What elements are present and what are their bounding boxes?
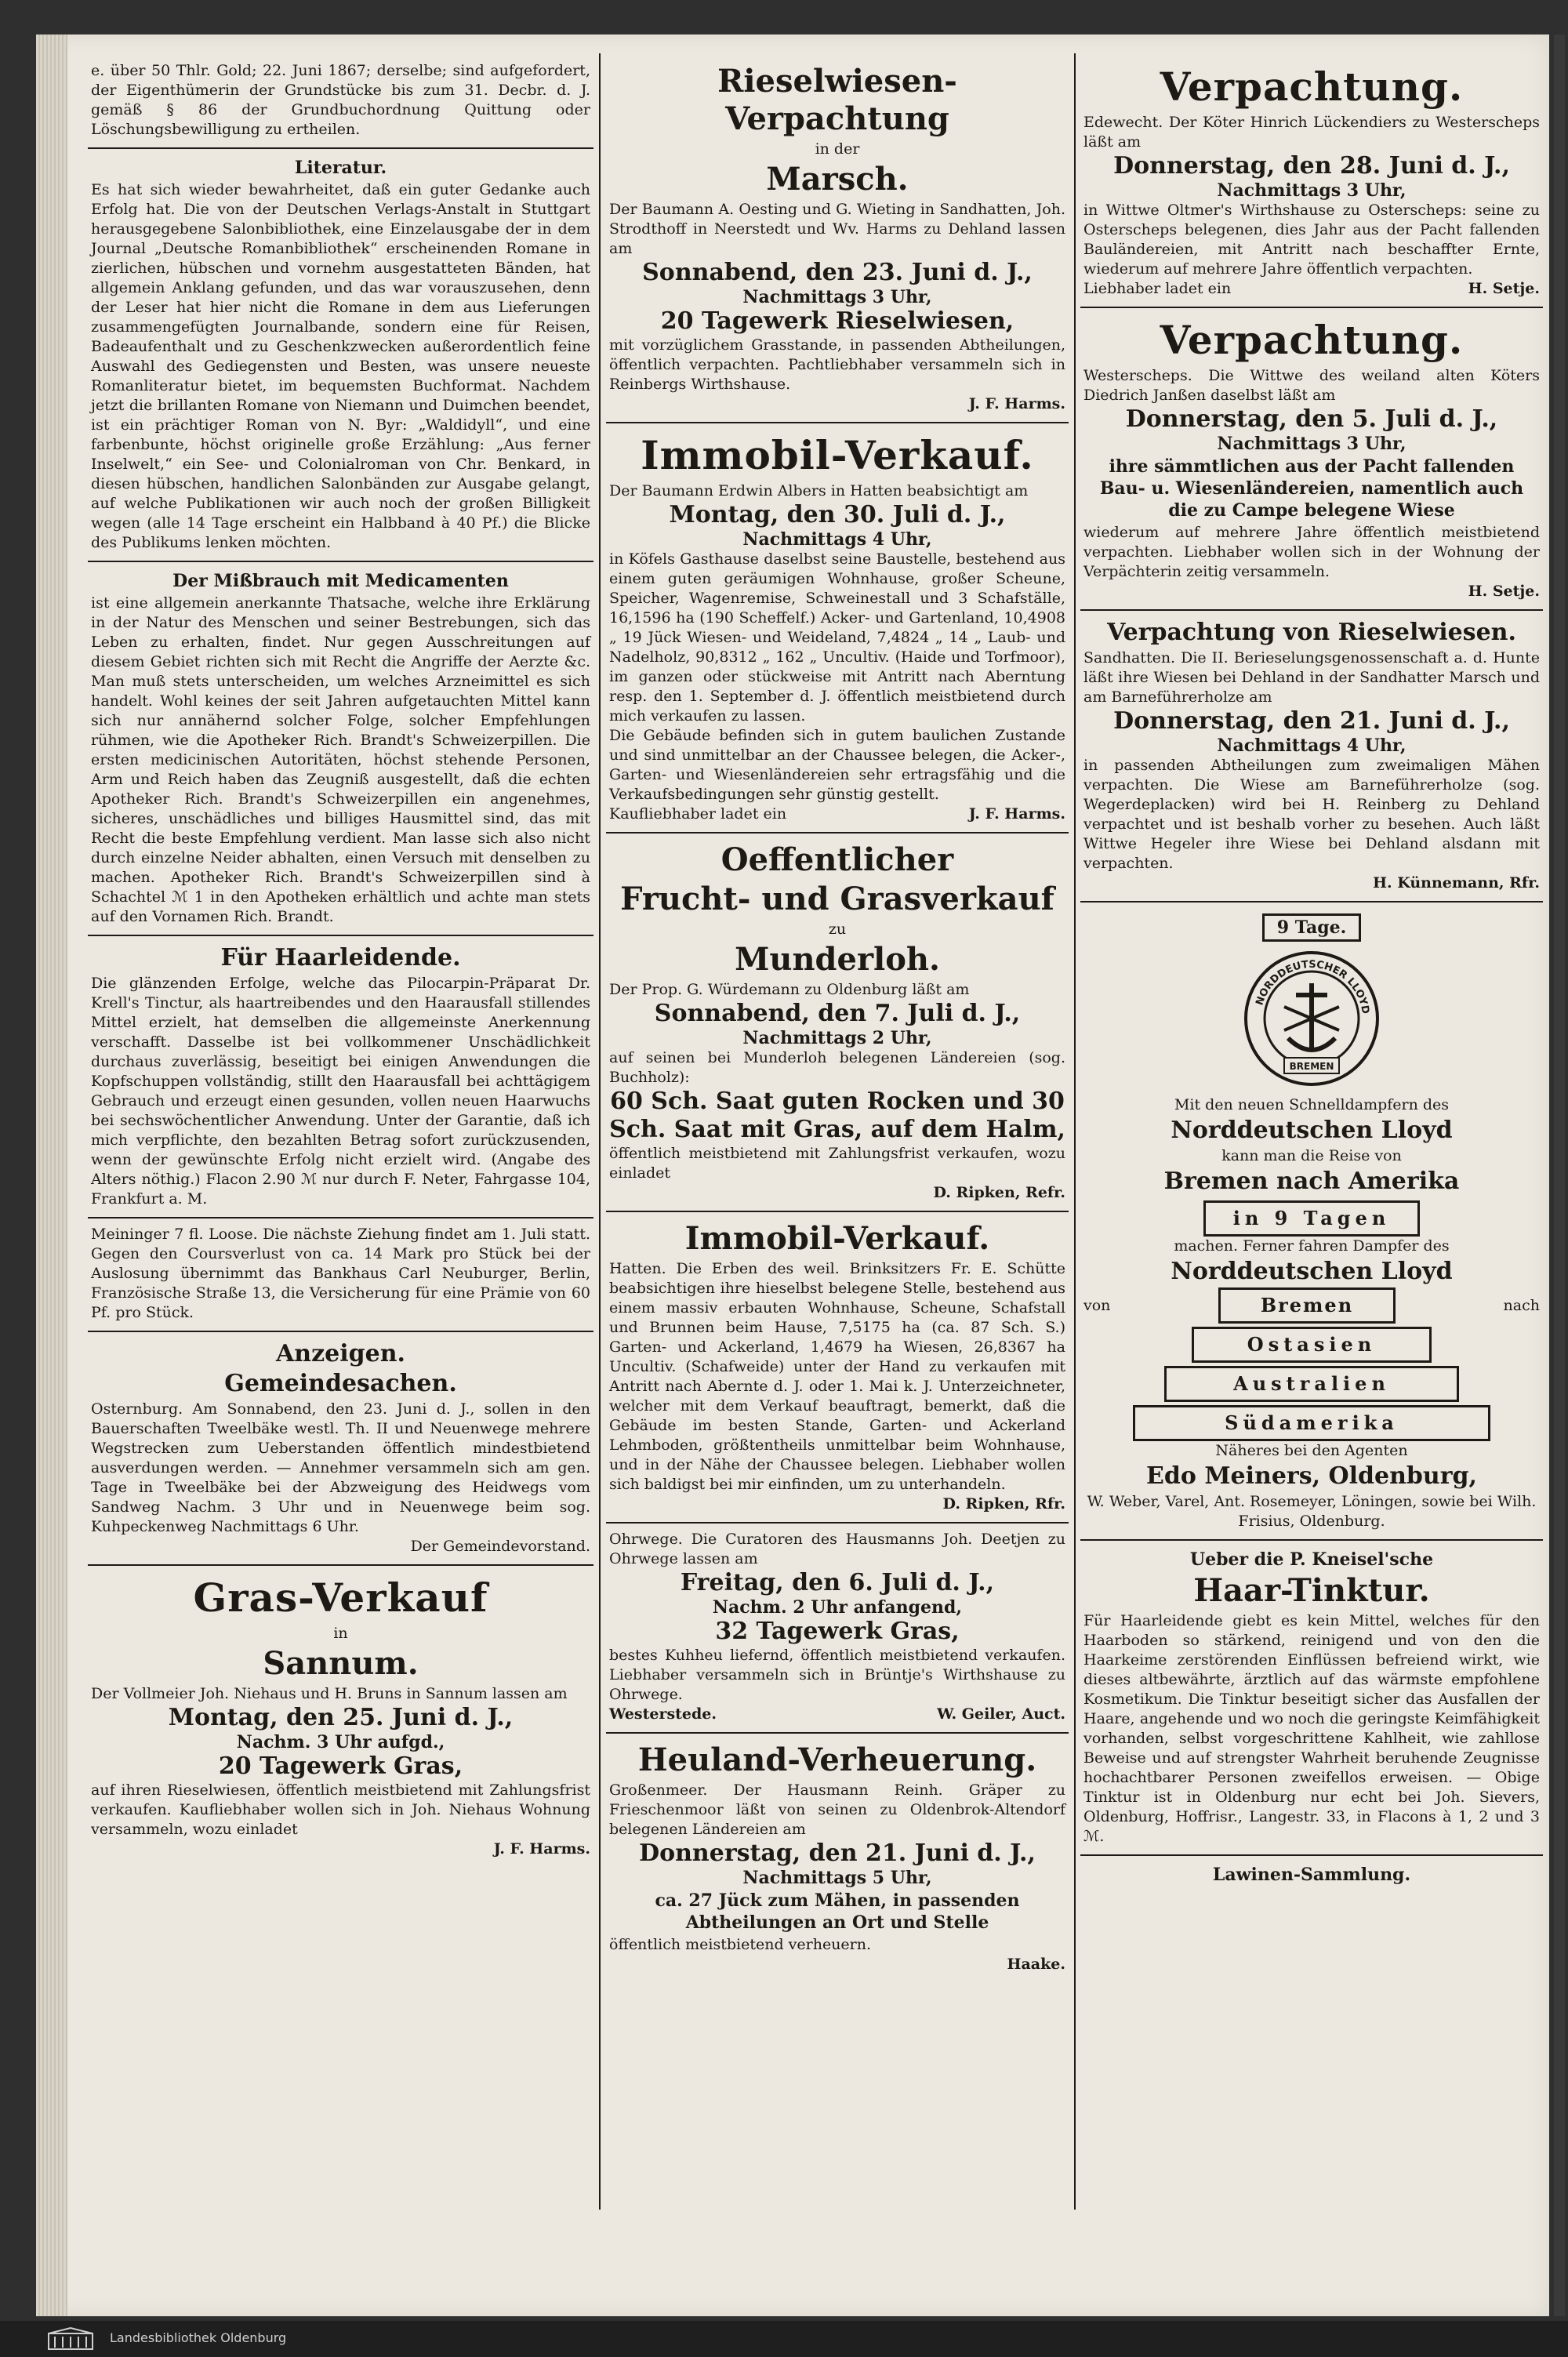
lloyd-body: Mit den neuen Schnelldampfern des bbox=[1174, 1096, 1450, 1113]
intro-text: e. über 50 Thlr. Gold; 22. Juni 1867; derselbe; sind aufgefordert, der Eigenthümerin der Grundstücke bis zum 31. Decbr. d. J. gemäß § 86 der Grundbuchordnung Quittung oder Löschungsbewilligung zu ertheilen. bbox=[91, 62, 590, 138]
lloyd-body4: Näheres bei den Agenten bbox=[1215, 1442, 1408, 1459]
lease-ad-2 bbox=[1080, 308, 1543, 611]
lease-quantity-2: ihre sämmtlichen aus der Pacht fallenden Bau- u. Wiesenländereien, namentlich auch die zu Campe belegene Wiese bbox=[1099, 456, 1524, 521]
kneisel-ad bbox=[1080, 1541, 1543, 1856]
lease-time-2: Nachmittags 3 Uhr, bbox=[1217, 434, 1406, 454]
notice-intro bbox=[88, 55, 593, 149]
lease-title-3: Verpachtung von Rieselwiesen. bbox=[1107, 619, 1516, 646]
lloyd-emblem-icon bbox=[1241, 948, 1382, 1089]
ohrwege-time: Nachm. 2 Uhr anfangend, bbox=[712, 1597, 963, 1618]
fruit-sale-body3: öffentlich meistbietend mit Zahlungsfrist verkaufen, wozu einladet bbox=[609, 1145, 1065, 1182]
column-3 bbox=[1080, 55, 1543, 1895]
lease-ad-3 bbox=[1080, 611, 1543, 902]
lease-body-1: Edewecht. Der Köter Hinrich Lückendiers zu Westerscheps läßt am bbox=[1083, 114, 1540, 151]
heuland-quantity: ca. 27 Jück zum Mähen, in passenden Abtheilungen an Ort und Stelle bbox=[655, 1890, 1020, 1933]
column-2 bbox=[606, 55, 1069, 1982]
immobil-date-1: Montag, den 30. Juli d. J., bbox=[669, 501, 1006, 528]
ohrwege-ad bbox=[606, 1524, 1069, 1734]
hair-title: Für Haarleidende. bbox=[220, 944, 461, 971]
rieselwiesen-body: Der Baumann A. Oesting und G. Wieting in Sandhatten, Joh. Strodthoff in Neerstedt und Wv. Harms zu Dehland lassen am bbox=[609, 201, 1065, 257]
column-divider bbox=[1074, 53, 1076, 2210]
lloyd-body3: machen. Ferner fahren Dampfer des bbox=[1174, 1237, 1450, 1255]
literature-article bbox=[88, 149, 593, 562]
lloyd-box-australien: Australien bbox=[1164, 1366, 1459, 1402]
lottery-ad bbox=[88, 1218, 593, 1332]
heuland-date: Donnerstag, den 21. Juni d. J., bbox=[639, 1839, 1036, 1867]
medicament-body: ist eine allgemein anerkannte Thatsache, welche ihre Erklärung in der Natur des Menschen und seiner Bestrebungen, sich das Leben zu erhalten, findet. Nur gegen Ausschreitungen auf diesem Gebiet richten sich mit Recht die Angriffe der Aerzte &c. Man muß stets unterscheiden, um welches Arzneimittel es sich handelt. Wohl keines der seit Jahren aufgetauchten Mittel kann sich nur annähernd solcher Folge, solcher Empfehlungen rühmen, wie die Apotheker Rich. Brandt's Schweizerpillen. Die ersten medicinischen Autoritäten, höchst stehende Personen, Arm und Reich haben das Zeugniß ausgestellt, daß die echten Apotheker Rich. Brandt's Schweizerpillen ein angenehmes, sicheres, unschädliches und billiges Hausmittel sind, das mit Recht die beste Empfehlung verdient. Man lasse sich also nicht durch einzelne Neider abhalten, einen Versuch mit denselben zu machen. Apotheker Rich. Brandt's Schweizerpillen sind à Schachtel ℳ 1 in den Apotheken erhältlich und achte man stets auf den Vornamen Rich. Brandt. bbox=[91, 594, 590, 925]
immobil-body-2: Hatten. Die Erben des weil. Brinksitzers Fr. E. Schütte beabsichtigen ihre hieselbst belegene Stelle, bestehend aus einem massiv erbauten Wohnhause, Scheune, Schafstall und Brunnen beim Hause, 7,5175 ha (ca. 87 Sch. S.) Garten- und Ackerland, 1,4679 ha Wiesen, 26,8367 ha Uncultiv. (Schafweide) unter der Hand zu verkaufen mit Antritt nach Abernte d. J. oder 1. Mai k. J. Unterzeichneter, welcher mit dem Verkauf beauftragt, bemerkt, daß die Gebäude im besten Stande, Garten- und Ackerland Lehmboden, größtentheils unmittelbar beim Wohnhause, und in der Nähe der Chaussee belegen. Liebhaber wollen sich baldigst bei mir einfinden, um zu unterhandeln. bbox=[609, 1260, 1065, 1493]
gras-place: Sannum. bbox=[263, 1645, 419, 1682]
rieselwiesen-ad bbox=[606, 55, 1069, 423]
footer-bar bbox=[0, 2321, 1568, 2357]
lloyd-route: Bremen nach Amerika bbox=[1163, 1168, 1460, 1195]
rieselwiesen-signature: J. F. Harms. bbox=[968, 395, 1065, 412]
fruit-sale-title-1: Oeffentlicher bbox=[720, 841, 954, 878]
immobil-signature-1 bbox=[609, 804, 1065, 824]
heuland-signature: Haake. bbox=[1007, 1956, 1065, 1973]
announcements-section bbox=[88, 1332, 593, 1566]
lloyd-box-suedamerika: Südamerika bbox=[1133, 1405, 1490, 1441]
lottery-body: Meininger 7 fl. Loose. Die nächste Ziehung findet am 1. Juli statt. Gegen den Coursverlust von ca. 14 Mark pro Stück bei der Auslosung übernimmt das Bankhaus Carl Neuburger, Berlin, Französische Straße 13, die Versicherung für eine Prämie von 60 Pf. pro Stück. bbox=[91, 1226, 590, 1321]
lawinen-ad bbox=[1080, 1856, 1543, 1895]
fruit-sale-ad bbox=[606, 833, 1069, 1212]
ohrwege-signature-place: Westerstede. bbox=[609, 1705, 717, 1723]
page-binding bbox=[36, 35, 67, 2316]
lease-signature-3: H. Künnemann, Rfr. bbox=[1373, 874, 1540, 892]
lloyd-box-bremen: Bremen bbox=[1218, 1287, 1396, 1324]
lloyd-route-row bbox=[1083, 1287, 1540, 1324]
gras-date: Montag, den 25. Juni d. J., bbox=[168, 1704, 514, 1731]
lloyd-nach: nach bbox=[1503, 1297, 1540, 1314]
lease-signature-1 bbox=[1083, 279, 1540, 299]
column-1 bbox=[88, 55, 593, 1867]
immobil-title-1: Immobil-Verkauf. bbox=[641, 432, 1034, 478]
ohrwege-body2: bestes Kuhheu liefernd, öffentlich meistbietend verkaufen. Liebhaber versammeln sich in Brüntje's Wirthshause zu Ohrwege. bbox=[609, 1647, 1065, 1703]
rieselwiesen-quantity: 20 Tagewerk Rieselwiesen, bbox=[660, 307, 1014, 335]
lease-date-3: Donnerstag, den 21. Juni d. J., bbox=[1113, 707, 1510, 735]
lloyd-ad bbox=[1080, 902, 1543, 1541]
lloyd-box-9-days: in 9 Tagen bbox=[1203, 1200, 1420, 1237]
ohrwege-date: Freitag, den 6. Juli d. J., bbox=[680, 1569, 995, 1596]
lease-title-1: Verpachtung. bbox=[1160, 64, 1464, 110]
kneisel-title-1: Ueber die P. Kneisel'sche bbox=[1189, 1549, 1434, 1570]
lease-signature-name-1: H. Setje. bbox=[1468, 280, 1540, 297]
lease-body-3: Sandhatten. Die II. Berieselungsgenossenschaft a. d. Hunte läßt ihre Wiesen bei Dehland in der Sandhatter Marsch und am Barneführerholze am bbox=[1083, 649, 1540, 706]
lloyd-agents2: W. Weber, Varel, Ant. Rosemeyer, Löningen, sowie bei Wilh. Frisius, Oldenburg. bbox=[1087, 1493, 1537, 1530]
scan-edge bbox=[1554, 35, 1565, 2316]
ohrwege-signature-name: W. Geiler, Auct. bbox=[937, 1705, 1065, 1723]
hair-ad bbox=[88, 936, 593, 1218]
fruit-sale-body: Der Prop. G. Würdemann zu Oldenburg läßt am bbox=[609, 981, 970, 998]
immobil-ad-2 bbox=[606, 1212, 1069, 1524]
ohrwege-body: Ohrwege. Die Curatoren des Hausmanns Joh. Deetjen zu Ohrwege lassen am bbox=[609, 1531, 1065, 1567]
fruit-sale-date: Sonnabend, den 7. Juli d. J., bbox=[654, 1000, 1021, 1027]
lease-body2-1: in Wittwe Oltmer's Wirthshause zu Osterscheps: seine zu Osterscheps belegenen, dies Jahr aus der Pacht fallenden Bauländereien, mit Antritt nach beschaffter Ernte, wiederum auf mehrere Jahre öffentlich verpachten. bbox=[1083, 202, 1540, 278]
immobil-time-1: Nachmittags 4 Uhr, bbox=[742, 529, 932, 550]
gras-time: Nachm. 3 Uhr aufgd., bbox=[236, 1732, 445, 1752]
hair-body: Die glänzenden Erfolge, welche das Pilocarpin-Präparat Dr. Krell's Tinctur, als haartreibendes und den Haarausfall stillendes Mittel erzielt, hat demselben die allgemeinste Anerkennung verschafft. Dasselbe ist bei vollkommener Unschädlichkeit durchaus zuverlässig, beseitigt bei einigen Anwendungen die Kopfschuppen vollständig, stillt den Haarausfall bei achttägigem Gebrauch und erzeugt einen gesunden, vollen neuen Haarwuchs bei sechswöchentlicher Anwendung. Unter der Garantie, daß ich mich verpflichte, den bezahlten Betrag sofort zurückzusenden, wenn der gewünschte Erfolg nicht erzielt wird. (Angabe des Alters nöthig.) Flacon 2.90 ℳ nur durch F. Neter, Fahrgasse 104, Frankfurt a. M. bbox=[91, 975, 590, 1208]
lease-date-1: Donnerstag, den 28. Juni d. J., bbox=[1113, 152, 1510, 180]
fruit-sale-place: Munderloh. bbox=[735, 941, 940, 978]
immobil-signature-name: J. F. Harms. bbox=[968, 805, 1065, 823]
fruit-sale-title-2: Frucht- und Grasverkauf bbox=[620, 881, 1054, 917]
lloyd-name: Norddeutschen Lloyd bbox=[1171, 1117, 1453, 1144]
lloyd-body2: kann man die Reise von bbox=[1221, 1147, 1402, 1164]
heuland-body2: öffentlich meistbietend verheuern. bbox=[609, 1936, 872, 1953]
rieselwiesen-date: Sonnabend, den 23. Juni d. J., bbox=[642, 259, 1033, 286]
community-signature: Der Gemeindevorstand. bbox=[410, 1538, 590, 1555]
heuland-ad bbox=[606, 1734, 1069, 1982]
fruit-sale-time: Nachmittags 2 Uhr, bbox=[742, 1028, 932, 1048]
literature-body: Es hat sich wieder bewahrheitet, daß ein guter Gedanke auch Erfolg hat. Die von der Deutschen Verlags-Anstalt in Stuttgart herausgegebene Salonbibliothek, eine Einzelausgabe der in dem Journal „Deutsche Romanbibliothek“ erscheinenden Romane in zierlichen, hübschen und vornehm ausgestatteten Bänden, hat allgemein Anklang gefunden, und das war vorauszusehen, denn der Leser hat hier nicht die Romane in dem aus Lieferungen zusammengefügten Journalbande, sondern eine für Reisen, Badeaufenthalt und zu Geschenkzwecken außerordentlich feine Auswahl des Gediegensten und Besten, was unsere neueste Romanliteratur bietet, im bequemsten Buchformat. Nachdem jetzt die brillanten Romane von Niemann und Duimchen beendet, ist ein prächtiger Roman von N. Byr: „Waldidyll“, und eine farbenbunte, höchst originelle große Erzählung: „Aus ferner Inselwelt,“ ein See- und Colonialroman von Chr. Benkard, in diesen hübschen, handlichen Salonbänden zur Ausgabe gelangt, auf welche Publikationen wir auch noch der großen Billigkeit wegen (alle 14 Tage erscheint ein Halbband à 40 Pf.) die Blicke des Publikums lenken möchten. bbox=[91, 181, 590, 551]
fruit-sale-signature: D. Ripken, Refr. bbox=[933, 1184, 1065, 1201]
lawinen-title: Lawinen-Sammlung. bbox=[1212, 1865, 1411, 1885]
immobil-body-1: Der Baumann Erdwin Albers in Hatten beabsichtigt am bbox=[609, 482, 1029, 499]
lloyd-name2: Norddeutschen Lloyd bbox=[1171, 1258, 1453, 1285]
literature-title: Literatur. bbox=[294, 158, 387, 178]
rieselwiesen-time: Nachmittags 3 Uhr, bbox=[742, 287, 932, 307]
lloyd-days-box: 9 Tage. bbox=[1262, 913, 1361, 942]
immobil-details-1: in Köfels Gasthause daselbst seine Baustelle, bestehend aus einem guten geräumigen Wohnhause, großer Scheune, Speicher, Wagenremise, Schweinestall und 3 Schafställe, 16,1596 ha (190 Scheffelf.) Acker- und Gartenland, 10,4908 „ 19 Jück Wiesen- und Weideland, 7,4824 „ 14 „ Laub- und Nadelholz, 90,8312 „ 162 „ Uncultiv. (Haide und Torfmoor), im ganzen oder stückweise mit Antritt nach Aberntung resp. den 1. September d. J. öffentlich meistbietend durch mich verkaufen zu lassen. bbox=[609, 550, 1065, 725]
gras-body2: auf ihren Rieselwiesen, öffentlich meistbietend mit Zahlungsfrist verkaufen. Kaufliebhaber wollen sich in Joh. Niehaus Wohnung versammeln, wozu einladet bbox=[91, 1781, 590, 1838]
gras-body: Der Vollmeier Joh. Niehaus und H. Bruns in Sannum lassen am bbox=[91, 1685, 568, 1702]
gras-quantity: 20 Tagewerk Gras, bbox=[218, 1752, 463, 1780]
library-logo-icon bbox=[47, 2327, 94, 2351]
lloyd-von: von bbox=[1083, 1297, 1111, 1314]
lease-time-3: Nachmittags 4 Uhr, bbox=[1217, 735, 1406, 756]
lease-signature-label-1: Liebhaber ladet ein bbox=[1083, 280, 1232, 297]
heuland-time: Nachmittags 5 Uhr, bbox=[742, 1868, 932, 1888]
lease-ad-1 bbox=[1080, 55, 1543, 308]
rieselwiesen-title: Rieselwiesen-Verpachtung bbox=[717, 63, 957, 137]
gras-in: in bbox=[333, 1625, 348, 1642]
column-divider bbox=[599, 53, 601, 2210]
immobil-signature-2: D. Ripken, Rfr. bbox=[942, 1495, 1065, 1513]
community-title: Gemeindesachen. bbox=[224, 1370, 457, 1397]
kneisel-body: Für Haarleidende giebt es kein Mittel, welches für den Haarboden so stärkend, reinigend und von den die Haarkeime zerstörenden Einflüssen befreiend wirkt, wie dieses altbewährte, ärztlich auf das wärmste empfohlene Kosmetikum. Die Tinktur beseitigt sicher das Ausfallen der Haare, angehende und wo noch die geringste Keimfähigkeit vorhanden, selbst vorgeschrittene Kahlheit, wie zahllose Beweise und auf strengster Wahrheit beruhende Zeugnisse hochachtbarer Personen zweifellos erweisen. — Obige Tinktur ist in Oldenburg nur echt bei Joh. Sievers, Oldenburg, Hoffrisr., Langestr. 33, in Flacons à 1, 2 und 3 ℳ. bbox=[1083, 1612, 1540, 1845]
immobil-signature-label: Kaufliebhaber ladet ein bbox=[609, 805, 787, 823]
lease-body2-2: wiederum auf mehrere Jahre öffentlich meistbietend verpachten. Liebhaber wollen sich in der Wohnung der Verpächterin zeitig versammeln. bbox=[1083, 524, 1540, 580]
lloyd-agent: Edo Meiners, Oldenburg, bbox=[1146, 1462, 1477, 1490]
lease-body2-3: in passenden Abtheilungen zum zweimaligen Mähen verpachten. Die Wiese am Barneführerholze (sog. Wegerdeplacken) wird bei H. Reinberg zu Dehland verpachtet und ist beshalb vorher zu besehen. Auch läßt Wittwe Hegeler ihre Wiese bei Dehland alsdann mit verpachten. bbox=[1083, 757, 1540, 872]
kneisel-title-2: Haar-Tinktur. bbox=[1193, 1572, 1430, 1609]
lease-time-1: Nachmittags 3 Uhr, bbox=[1217, 180, 1406, 201]
library-name: Landesbibliothek Oldenburg bbox=[110, 2330, 287, 2345]
ohrwege-signature bbox=[609, 1705, 1065, 1724]
lloyd-emblem-ring-text: NORDDEUTSCHER LLOYD bbox=[1254, 958, 1371, 1015]
immobil-conditions-1: Die Gebäude befinden sich in gutem baulichen Zustande und sind unmittelbar an der Chaussee belegen, die Acker-, Garten- und Wiesenländereien sehr ertragsfähig und die Verkaufsbedingungen sehr günstig gestellt. bbox=[609, 727, 1065, 803]
medicament-title: Der Mißbrauch mit Medicamenten bbox=[172, 571, 509, 591]
lease-body-2: Westerscheps. Die Wittwe des weiland alten Köters Diedrich Janßen daselbst läßt am bbox=[1083, 367, 1540, 404]
lloyd-box-ostasien: Ostasien bbox=[1192, 1327, 1432, 1363]
lloyd-emblem-city: BREMEN bbox=[1289, 1061, 1334, 1072]
gras-sale-ad bbox=[88, 1566, 593, 1867]
rieselwiesen-body2: mit vorzüglichem Grasstande, in passenden Abtheilungen, öffentlich verpachten. Pachtliebhaber versammeln sich in Reinbergs Wirthshause. bbox=[609, 336, 1065, 393]
fruit-sale-quantity: 60 Sch. Saat guten Rocken und 30 Sch. Saat mit Gras, auf dem Halm, bbox=[609, 1088, 1065, 1143]
immobil-ad-1 bbox=[606, 423, 1069, 833]
ohrwege-quantity: 32 Tagewerk Gras, bbox=[715, 1618, 960, 1645]
lease-title-2: Verpachtung. bbox=[1160, 317, 1464, 363]
heuland-title: Heuland-Verheuerung. bbox=[637, 1741, 1037, 1778]
community-body: Osternburg. Am Sonnabend, den 23. Juni d. J., sollen in den Bauerschaften Tweelbäke westl. Th. II und Neuenwege mehrere Wegstrecken zum Ueberstanden öffentlich mindestbietend ausverdungen werden. — Annehmer versammeln sich am gen. Tage in Tweelbäke bei der Abzweigung des Heidwegs vom Sandweg Nachm. 3 Uhr und in Neuenwege beim sog. Kuhpeckenweg Nachmittags 6 Uhr. bbox=[91, 1400, 590, 1535]
lease-signature-2: H. Setje. bbox=[1468, 583, 1540, 600]
rieselwiesen-in: in der bbox=[815, 140, 860, 158]
fruit-sale-zu: zu bbox=[828, 921, 847, 938]
gras-sale-title: Gras-Verkauf bbox=[193, 1574, 488, 1621]
rieselwiesen-place: Marsch. bbox=[766, 161, 909, 198]
immobil-title-2: Immobil-Verkauf. bbox=[684, 1220, 990, 1257]
fruit-sale-body2: auf seinen bei Munderloh belegenen Ländereien (sog. Buchholz): bbox=[609, 1049, 1065, 1086]
heuland-body: Großenmeer. Der Hausmann Reinh. Gräper zu Frieschenmoor läßt von seinen zu Oldenbrok-Altendorf belegenen Ländereien am bbox=[609, 1781, 1065, 1838]
medicament-article bbox=[88, 562, 593, 936]
gras-signature: J. F. Harms. bbox=[493, 1840, 590, 1858]
lease-date-2: Donnerstag, den 5. Juli d. J., bbox=[1125, 405, 1498, 433]
announcements-title: Anzeigen. bbox=[276, 1340, 405, 1367]
